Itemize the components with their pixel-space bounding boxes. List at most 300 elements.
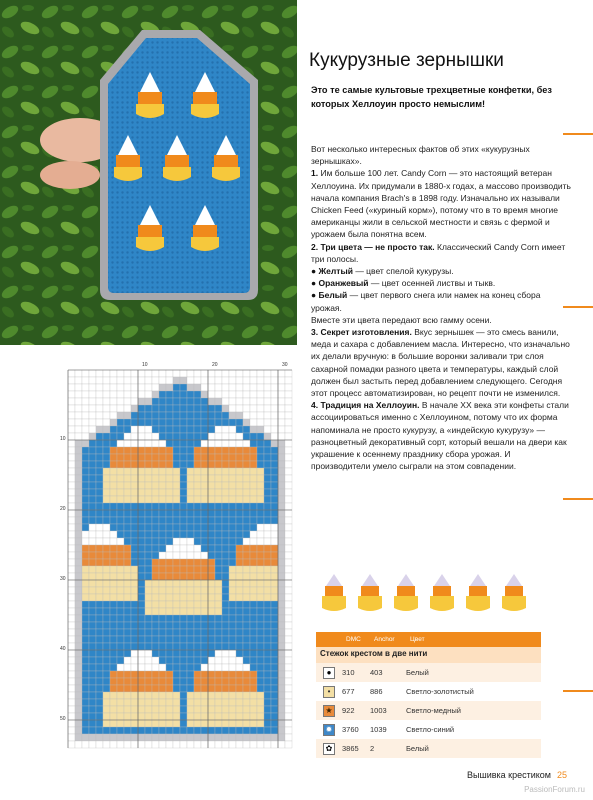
chart-cell	[215, 426, 222, 433]
chart-cell	[285, 538, 292, 545]
chart-cell	[166, 594, 173, 601]
chart-cell	[271, 377, 278, 384]
chart-cell	[117, 496, 124, 503]
chart-cell	[250, 615, 257, 622]
chart-cell	[180, 552, 187, 559]
chart-cell	[187, 419, 194, 426]
chart-cell	[138, 531, 145, 538]
chart-cell	[82, 720, 89, 727]
chart-cell	[131, 377, 138, 384]
chart-cell	[257, 489, 264, 496]
chart-cell	[117, 713, 124, 720]
chart-cell	[110, 545, 117, 552]
chart-cell	[180, 454, 187, 461]
chart-cell	[68, 657, 75, 664]
chart-cell	[285, 524, 292, 531]
chart-cell	[208, 384, 215, 391]
chart-cell	[166, 706, 173, 713]
chart-cell	[236, 566, 243, 573]
chart-cell	[173, 580, 180, 587]
chart-cell	[208, 412, 215, 419]
chart-cell	[208, 377, 215, 384]
chart-cell	[75, 468, 82, 475]
chart-cell	[124, 384, 131, 391]
chart-cell	[110, 699, 117, 706]
chart-cell	[68, 587, 75, 594]
chart-cell	[103, 384, 110, 391]
chart-cell	[159, 650, 166, 657]
chart-cell	[75, 727, 82, 734]
chart-cell	[75, 601, 82, 608]
chart-cell	[250, 671, 257, 678]
chart-cell	[152, 678, 159, 685]
chart-cell	[215, 503, 222, 510]
chart-cell	[166, 678, 173, 685]
chart-cell	[278, 601, 285, 608]
chart-cell	[194, 433, 201, 440]
chart-cell	[124, 608, 131, 615]
chart-cell	[110, 573, 117, 580]
chart-cell	[103, 727, 110, 734]
chart-cell	[257, 531, 264, 538]
chart-cell	[271, 468, 278, 475]
chart-cell	[145, 482, 152, 489]
chart-cell	[145, 440, 152, 447]
chart-cell	[201, 433, 208, 440]
chart-cell	[236, 622, 243, 629]
chart-cell	[271, 678, 278, 685]
chart-cell	[145, 468, 152, 475]
chart-cell	[159, 580, 166, 587]
chart-cell	[215, 489, 222, 496]
chart-cell	[222, 433, 229, 440]
chart-cell	[103, 370, 110, 377]
chart-cell	[82, 454, 89, 461]
chart-cell	[236, 678, 243, 685]
chart-cell	[124, 713, 131, 720]
chart-cell	[96, 657, 103, 664]
chart-cell	[145, 601, 152, 608]
chart-cell	[187, 405, 194, 412]
chart-cell	[152, 433, 159, 440]
chart-cell	[96, 699, 103, 706]
chart-cell	[75, 531, 82, 538]
chart-cell	[243, 538, 250, 545]
fact-4-text: В начале XX века эти конфеты стали ассоциироваться именно с Хеллоуином, потому что их форма напоминала не просто кукурузу, а «индейскую кукурузу» — разноцветный декоративный сорт, который вешали на двери как украшение к осеннему празднику сбора урожая. И производители умело сыграли на этом совпадении.	[311, 400, 569, 472]
chart-cell	[201, 454, 208, 461]
chart-cell	[68, 447, 75, 454]
chart-cell	[131, 601, 138, 608]
chart-cell	[159, 545, 166, 552]
chart-cell	[264, 678, 271, 685]
chart-cell	[257, 692, 264, 699]
chart-cell	[180, 447, 187, 454]
chart-cell	[173, 447, 180, 454]
chart-cell	[75, 622, 82, 629]
chart-cell	[250, 510, 257, 517]
chart-cell	[271, 447, 278, 454]
chart-cell	[68, 377, 75, 384]
chart-cell	[68, 433, 75, 440]
chart-cell	[166, 713, 173, 720]
chart-cell	[75, 594, 82, 601]
chart-cell	[285, 391, 292, 398]
chart-cell	[103, 636, 110, 643]
chart-cell	[96, 559, 103, 566]
chart-cell	[285, 699, 292, 706]
chart-cell	[173, 475, 180, 482]
chart-cell	[89, 398, 96, 405]
chart-cell	[250, 419, 257, 426]
chart-cell	[250, 384, 257, 391]
chart-cell	[124, 482, 131, 489]
chart-cell	[264, 426, 271, 433]
key-row	[316, 682, 541, 701]
key-rows	[316, 663, 541, 758]
chart-cell	[222, 734, 229, 741]
chart-cell	[103, 454, 110, 461]
chart-cell	[82, 657, 89, 664]
chart-cell	[166, 559, 173, 566]
chart-cell	[187, 594, 194, 601]
chart-cell	[208, 531, 215, 538]
chart-cell	[75, 454, 82, 461]
chart-cell	[236, 503, 243, 510]
chart-cell	[159, 370, 166, 377]
chart-cell	[152, 594, 159, 601]
chart-cell	[68, 650, 75, 657]
chart-cell	[152, 489, 159, 496]
chart-cell	[117, 517, 124, 524]
chart-cell	[250, 685, 257, 692]
chart-cell	[264, 664, 271, 671]
chart-cell	[124, 573, 131, 580]
chart-cell	[103, 594, 110, 601]
chart-cell	[278, 461, 285, 468]
chart-cell	[236, 475, 243, 482]
chart-cell	[187, 692, 194, 699]
chart-cell	[215, 447, 222, 454]
chart-cell	[285, 657, 292, 664]
chart-cell	[285, 461, 292, 468]
chart-cell	[264, 447, 271, 454]
chart-cell	[180, 629, 187, 636]
chart-cell	[138, 433, 145, 440]
chart-cell	[145, 391, 152, 398]
chart-cell	[68, 503, 75, 510]
chart-cell	[145, 384, 152, 391]
chart-cell	[257, 524, 264, 531]
chart-cell	[89, 727, 96, 734]
chart-cell	[124, 587, 131, 594]
chart-cell	[75, 412, 82, 419]
chart-cell	[278, 384, 285, 391]
chart-cell	[138, 405, 145, 412]
chart-cell	[229, 447, 236, 454]
chart-cell	[201, 489, 208, 496]
chart-cell	[110, 524, 117, 531]
key-header-row	[316, 632, 541, 647]
chart-cell	[194, 475, 201, 482]
chart-cell	[110, 741, 117, 748]
chart-cell	[173, 643, 180, 650]
chart-cell	[194, 419, 201, 426]
chart-cell	[229, 741, 236, 748]
chart-cell	[96, 629, 103, 636]
chart-cell	[131, 426, 138, 433]
chart-cell	[250, 643, 257, 650]
chart-cell	[103, 531, 110, 538]
chart-cell	[110, 510, 117, 517]
chart-cell	[138, 517, 145, 524]
chart-cell	[229, 622, 236, 629]
chart-cell	[180, 419, 187, 426]
chart-cell	[229, 594, 236, 601]
chart-cell	[173, 727, 180, 734]
chart-cell	[229, 538, 236, 545]
chart-cell	[124, 405, 131, 412]
chart-cell	[201, 594, 208, 601]
chart-cell	[96, 552, 103, 559]
chart-cell	[285, 475, 292, 482]
chart-cell	[110, 489, 117, 496]
chart-cell	[278, 587, 285, 594]
key-row	[316, 739, 541, 758]
chart-cell	[159, 510, 166, 517]
chart-cell	[187, 636, 194, 643]
chart-cell	[75, 629, 82, 636]
key-dmc: 922	[342, 706, 355, 715]
chart-cell	[250, 699, 257, 706]
chart-cell	[138, 503, 145, 510]
chart-cell	[250, 713, 257, 720]
chart-cell	[250, 559, 257, 566]
chart-cell	[131, 741, 138, 748]
chart-cell	[159, 573, 166, 580]
bullet-white-heading: ● Белый	[311, 290, 348, 301]
chart-cell	[236, 468, 243, 475]
chart-cell	[208, 699, 215, 706]
chart-cell	[222, 664, 229, 671]
chart-cell	[194, 699, 201, 706]
chart-cell	[194, 377, 201, 384]
chart-cell	[264, 587, 271, 594]
chart-cell	[229, 461, 236, 468]
chart-cell	[250, 657, 257, 664]
chart-cell	[138, 391, 145, 398]
chart-cell	[131, 566, 138, 573]
chart-cell	[110, 608, 117, 615]
chart-cell	[68, 615, 75, 622]
chart-cell	[187, 608, 194, 615]
chart-cell	[264, 412, 271, 419]
key-anchor: 2	[370, 744, 375, 753]
chart-cell	[278, 482, 285, 489]
chart-cell	[278, 531, 285, 538]
chart-cell	[285, 559, 292, 566]
key-anchor: 1003	[370, 706, 387, 715]
chart-cell	[68, 412, 75, 419]
chart-cell	[173, 405, 180, 412]
chart-cell	[222, 377, 229, 384]
chart-cell	[117, 503, 124, 510]
chart-cell	[173, 531, 180, 538]
chart-cell	[110, 440, 117, 447]
chart-cell	[278, 538, 285, 545]
chart-cell	[243, 615, 250, 622]
chart-cell	[180, 573, 187, 580]
chart-cell	[201, 615, 208, 622]
chart-cell	[103, 398, 110, 405]
chart-cell	[166, 734, 173, 741]
chart-cell	[110, 552, 117, 559]
chart-cell	[236, 685, 243, 692]
chart-cell	[131, 447, 138, 454]
chart-cell	[131, 727, 138, 734]
chart-cell	[117, 559, 124, 566]
chart-cell	[257, 510, 264, 517]
chart-cell	[75, 566, 82, 573]
chart-cell	[82, 370, 89, 377]
chart-cell	[187, 699, 194, 706]
chart-cell	[264, 503, 271, 510]
fact-3	[311, 326, 571, 399]
chart-cell	[159, 734, 166, 741]
chart-cell	[243, 412, 250, 419]
chart-cell	[194, 706, 201, 713]
chart-cell	[138, 482, 145, 489]
chart-cell	[264, 496, 271, 503]
chart-cell	[131, 622, 138, 629]
chart-cell	[89, 573, 96, 580]
chart-cell	[243, 384, 250, 391]
chart-cell	[222, 398, 229, 405]
chart-cell	[110, 433, 117, 440]
chart-cell	[271, 384, 278, 391]
chart-cell	[208, 587, 215, 594]
chart-cell	[138, 524, 145, 531]
key-color-name: Белый	[406, 668, 429, 677]
chart-cell	[145, 433, 152, 440]
chart-cell	[250, 664, 257, 671]
chart-cell	[187, 657, 194, 664]
chart-cell	[68, 664, 75, 671]
chart-cell	[89, 559, 96, 566]
chart-cell	[285, 545, 292, 552]
chart-cell	[222, 657, 229, 664]
chart-cell	[257, 384, 264, 391]
chart-cell	[96, 671, 103, 678]
chart-cell	[89, 650, 96, 657]
chart-cell	[82, 685, 89, 692]
chart-cell	[159, 517, 166, 524]
chart-cell	[96, 419, 103, 426]
chart-cell	[264, 524, 271, 531]
chart-cell	[75, 608, 82, 615]
chart-cell	[236, 384, 243, 391]
chart-cell	[222, 503, 229, 510]
chart-cell	[124, 594, 131, 601]
chart-cell	[68, 594, 75, 601]
chart-cell	[208, 643, 215, 650]
chart-cell	[145, 622, 152, 629]
chart-cell	[285, 601, 292, 608]
chart-cell	[264, 594, 271, 601]
chart-cell	[173, 671, 180, 678]
sample-candy-corn	[358, 574, 382, 611]
chart-cell	[187, 622, 194, 629]
chart-cell	[159, 678, 166, 685]
chart-cell	[117, 587, 124, 594]
chart-cell	[201, 412, 208, 419]
chart-cell	[145, 608, 152, 615]
chart-cell	[152, 461, 159, 468]
chart-cell	[271, 370, 278, 377]
chart-cell	[103, 678, 110, 685]
chart-cell	[180, 720, 187, 727]
chart-cell	[236, 643, 243, 650]
chart-cell	[96, 741, 103, 748]
watermark: PassionForum.ru	[524, 785, 585, 794]
chart-cell	[236, 552, 243, 559]
chart-cell	[117, 608, 124, 615]
chart-cell	[159, 496, 166, 503]
chart-cell	[145, 496, 152, 503]
chart-cell	[124, 468, 131, 475]
chart-cell	[110, 447, 117, 454]
chart-cell	[131, 482, 138, 489]
chart-cell	[110, 566, 117, 573]
chart-cell	[75, 699, 82, 706]
chart-cell	[131, 559, 138, 566]
chart-cell	[152, 699, 159, 706]
chart-cell	[159, 727, 166, 734]
chart-cell	[208, 678, 215, 685]
chart-cell	[124, 601, 131, 608]
chart-cell	[82, 496, 89, 503]
chart-cell	[194, 503, 201, 510]
chart-cell	[250, 517, 257, 524]
chart-cell	[271, 643, 278, 650]
chart-cell	[68, 454, 75, 461]
chart-cell	[96, 468, 103, 475]
chart-cell	[236, 657, 243, 664]
chart-cell	[187, 601, 194, 608]
chart-cell	[180, 433, 187, 440]
chart-cell	[75, 391, 82, 398]
chart-cell	[82, 440, 89, 447]
chart-cell	[152, 370, 159, 377]
chart-cell	[257, 657, 264, 664]
chart-cell	[138, 699, 145, 706]
article-title: Кукурузные зернышки	[309, 50, 504, 71]
chart-cell	[82, 734, 89, 741]
chart-cell	[124, 517, 131, 524]
chart-cell	[180, 510, 187, 517]
chart-cell	[110, 601, 117, 608]
chart-cell	[229, 552, 236, 559]
key-color-name: Светло-медный	[406, 706, 461, 715]
chart-cell	[96, 531, 103, 538]
chart-cell	[187, 552, 194, 559]
chart-cell	[145, 699, 152, 706]
chart-cell	[131, 650, 138, 657]
chart-cell	[173, 398, 180, 405]
chart-cell	[82, 587, 89, 594]
chart-cell	[75, 650, 82, 657]
chart-cell	[229, 699, 236, 706]
chart-cell	[264, 398, 271, 405]
